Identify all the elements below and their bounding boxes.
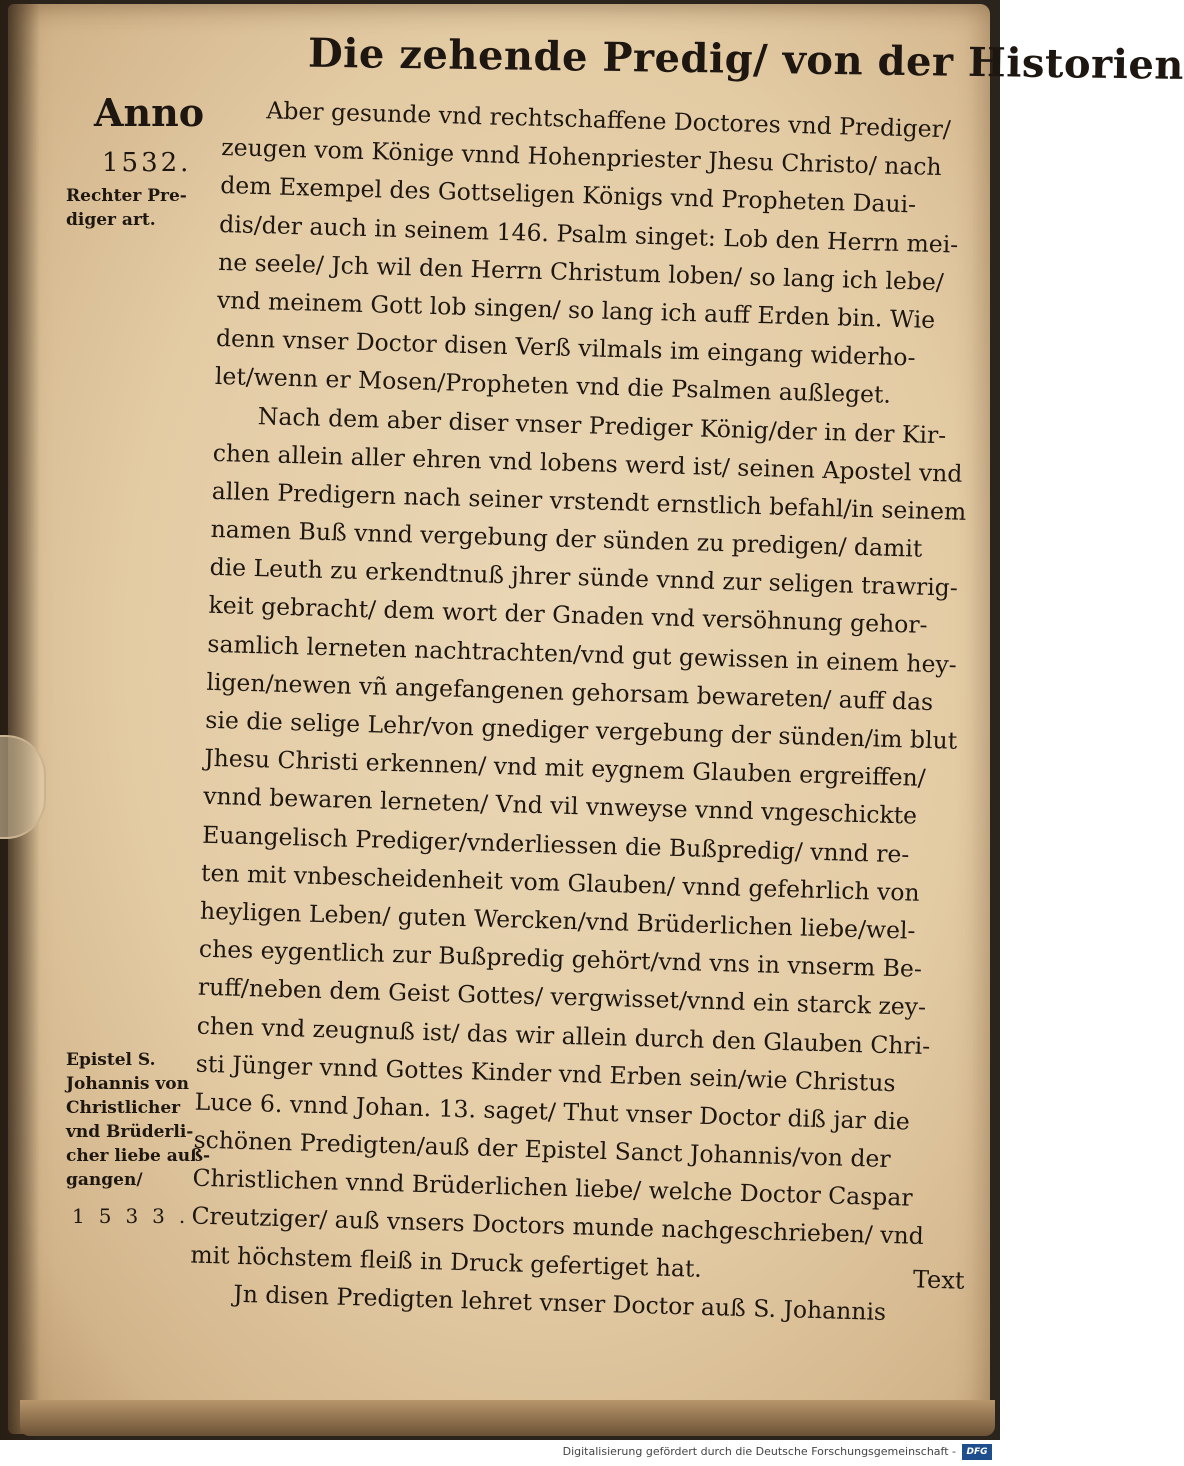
margin-note-line: Johannis von [66,1074,190,1094]
text-line: Jn disen Predigten lehret vnser Doctor auß S. Johannis [233,1279,887,1326]
dfg-logo: DFG [962,1444,992,1460]
text-line: ne seele/ Jch wil den Herrn Christum loben/ so lang ich lebe/ [217,247,945,296]
text-line: allen Predigern nach seiner vrstendt ernstlich befahl/in seinem [211,476,967,526]
text-line: ruff/neben dem Geist Gottes/ vergwisset/vnnd ein starck zey- [197,972,927,1022]
text-line: dem Exempel des Gottseligen Königs vnd Propheten Daui- [219,171,917,219]
margin-note-line: cher liebe auß- [66,1146,211,1166]
digitization-footer [0,1440,1000,1466]
text-line: mit höchstem fleiß in Druck gefertiget hat. [190,1240,703,1283]
text-line: ches eygentlich zur Bußpredig gehört/vnd vns in vnserm Be- [198,934,923,983]
text-line: Christlichen vnnd Brüderlichen liebe/ welche Doctor Caspar [192,1163,913,1212]
text-line: keit gebracht/ dem wort der Gnaden vnd versöhnung gehor- [208,591,928,640]
text-line: vnnd bewaren lerneten/ Vnd vil vnweyse vnnd vngeschickte [202,782,918,831]
text-line: chen vnd zeugnuß ist/ das wir allein durch den Glauben Chri- [196,1011,931,1060]
text-line: denn vnser Doctor disen Verß vilmals im eingang widerho- [215,324,916,372]
text-line: heyligen Leben/ guten Wercken/vnd Brüderlichen liebe/wel- [199,896,916,945]
text-line: Aber gesunde vnd rechtschaffene Doctores vnd Prediger/ [266,96,952,144]
text-line: sti Jünger vnnd Gottes Kinder vnd Erben sein/wie Christus [195,1049,896,1097]
margin-anno: Anno [94,90,205,135]
book-page [8,4,1184,1434]
footer-credit: Digitalisierung gefördert durch die Deutsche Forschungsgemeinschaft - [562,1445,956,1458]
margin-note-epistle [66,1048,210,1192]
margin-note-line: vnd Brüderli- [66,1122,194,1142]
margin-note-line: Rechter Pre- [66,186,187,206]
text-line: Creutziger/ auß vnsers Doctors munde nachgeschrieben/ vnd [191,1202,925,1251]
running-head: Die zehende Predig/ von der Historien [307,29,1184,89]
binding-shadow [0,0,40,1440]
margin-note-preacher [66,184,187,232]
text-line: ten mit vnbescheidenheit vom Glauben/ vnnd gefehrlich von [200,858,921,907]
margin-note-line: diger art. [66,210,156,230]
text-line: vnd meinem Gott lob singen/ so lang ich auff Erden bin. Wie [216,285,936,334]
text-line: Euangelisch Prediger/vnderliessen die Bußpredig/ vnnd re- [201,820,910,869]
text-line: die Leuth zu erkendtnuß jhrer sünde vnnd zur seligen trawrig- [209,553,959,602]
text-line: schönen Predigten/auß der Epistel Sanct Johannis/von der [193,1125,892,1174]
margin-year: 1532. [102,148,192,178]
text-line: dis/der auch in seinem 146. Psalm singet: Lob den Herrn mei- [218,209,959,259]
text-line: Nach dem aber diser vnser Prediger König/der in der Kir- [257,401,947,449]
catchword: Text [912,1265,965,1295]
text-line: ligen/newen vñ angefangenen gehorsam bewareten/ auff das [206,667,934,716]
text-line: zeugen vom Könige vnnd Hohenpriester Jhesu Christo/ nach [221,133,942,182]
margin-note-line: Epistel S. [66,1050,156,1070]
text-line: Jhesu Christi erkennen/ vnd mit eygnem Glauben ergreiffen/ [203,743,927,793]
body-text [189,90,983,1333]
margin-note-line: gangen/ [66,1170,143,1190]
margin-note-year: 1533. [72,1204,200,1228]
text-line: Luce 6. vnnd Johan. 13. saget/ Thut vnser Doctor diß jar die [194,1087,911,1136]
text-line: namen Buß vnnd vergebung der sünden zu predigen/ damit [210,514,923,563]
text-line: sie die selige Lehr/von gnediger vergebung der sünden/im blut [205,705,958,755]
text-line: samlich lerneten nachtrachten/vnd gut gewissen in einem hey- [207,629,958,679]
text-line: chen allein aller ehren vnd lobens werd ist/ seinen Apostel vnd [212,438,963,488]
margin-note-line: Christlicher [66,1098,181,1118]
page-edge [20,1400,995,1436]
text-line: let/wenn er Mosen/Propheten vnd die Psalmen außleget. [214,362,892,410]
